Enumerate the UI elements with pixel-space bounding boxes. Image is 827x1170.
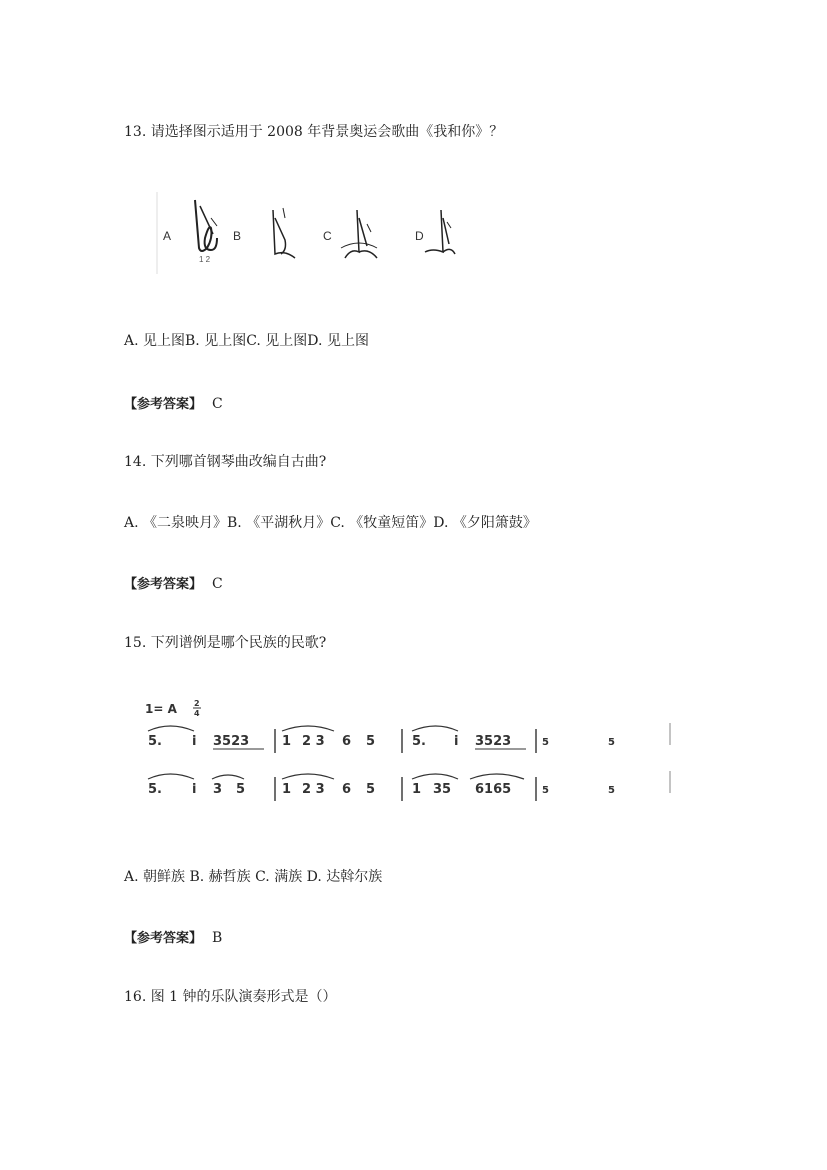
conducting-diagram-d [425, 210, 455, 254]
time-bottom: 4 [194, 709, 200, 718]
svg-text:6: 6 [342, 734, 352, 749]
q13-answer [124, 395, 223, 414]
svg-text:i: i [192, 734, 197, 749]
svg-text:5: 5 [542, 785, 549, 796]
q15-answer [124, 929, 222, 948]
q15-notation [140, 695, 685, 819]
svg-text:1: 1 [282, 734, 292, 749]
q13-figure [155, 188, 475, 282]
svg-text:5.: 5. [148, 734, 162, 749]
q14-options: A. 《二泉映月》B. 《平湖秋月》C. 《牧童短笛》D. 《夕阳箫鼓》 [124, 515, 537, 531]
svg-text:5.: 5. [412, 734, 426, 749]
conducting-diagram-c [341, 210, 377, 258]
svg-text:3: 3 [213, 782, 223, 797]
fig-label-a: A [163, 229, 172, 243]
key-signature: 1= A [145, 702, 177, 716]
q14-question: 14. 下列哪首钢琴曲改编自古曲? [124, 454, 327, 470]
svg-text:1: 1 [282, 782, 292, 797]
q16-question: 16. 图 1 钟的乐队演奏形式是（） [124, 989, 337, 1005]
svg-text:1: 1 [412, 782, 422, 797]
answer-label: 【参考答案】 [124, 577, 203, 592]
answer-value: B [212, 930, 223, 946]
answer-label: 【参考答案】 [124, 397, 203, 412]
svg-text:3523: 3523 [213, 734, 250, 749]
q14-answer [124, 575, 223, 594]
fig-label-b: B [233, 229, 242, 243]
fig-label-d: D [415, 229, 424, 243]
time-top: 2 [194, 699, 200, 708]
svg-text:5: 5 [542, 737, 549, 748]
svg-text:2 3: 2 3 [302, 734, 325, 749]
svg-text:5: 5 [366, 782, 376, 797]
conducting-diagram-a [195, 200, 217, 264]
svg-text:i: i [454, 734, 459, 749]
svg-text:5: 5 [366, 734, 376, 749]
svg-text:5: 5 [608, 737, 615, 748]
svg-text:5: 5 [236, 782, 246, 797]
svg-text:35: 35 [433, 782, 452, 797]
svg-text:5: 5 [608, 785, 615, 796]
notation-row-1 [148, 723, 670, 753]
svg-text:6: 6 [342, 782, 352, 797]
svg-text:i: i [192, 782, 197, 797]
svg-text:5.: 5. [148, 782, 162, 797]
q13-options: A. 见上图B. 见上图C. 见上图D. 见上图 [124, 333, 369, 349]
q13-question: 13. 请选择图示适用于 2008 年背景奥运会歌曲《我和你》？ [124, 124, 504, 140]
svg-text:6165: 6165 [475, 782, 512, 797]
q15-options: A. 朝鲜族 B. 赫哲族 C. 满族 D. 达斡尔族 [124, 869, 383, 885]
svg-text:1 2: 1 2 [199, 255, 211, 264]
answer-label: 【参考答案】 [124, 931, 203, 946]
fig-label-c: C [323, 229, 332, 243]
conducting-diagram-b [273, 208, 295, 258]
svg-text:2 3: 2 3 [302, 782, 325, 797]
answer-value: C [212, 396, 223, 412]
q15-question: 15. 下列谱例是哪个民族的民歌? [124, 635, 327, 651]
svg-text:3523: 3523 [475, 734, 512, 749]
notation-row-2 [148, 771, 670, 801]
answer-value: C [212, 576, 223, 592]
